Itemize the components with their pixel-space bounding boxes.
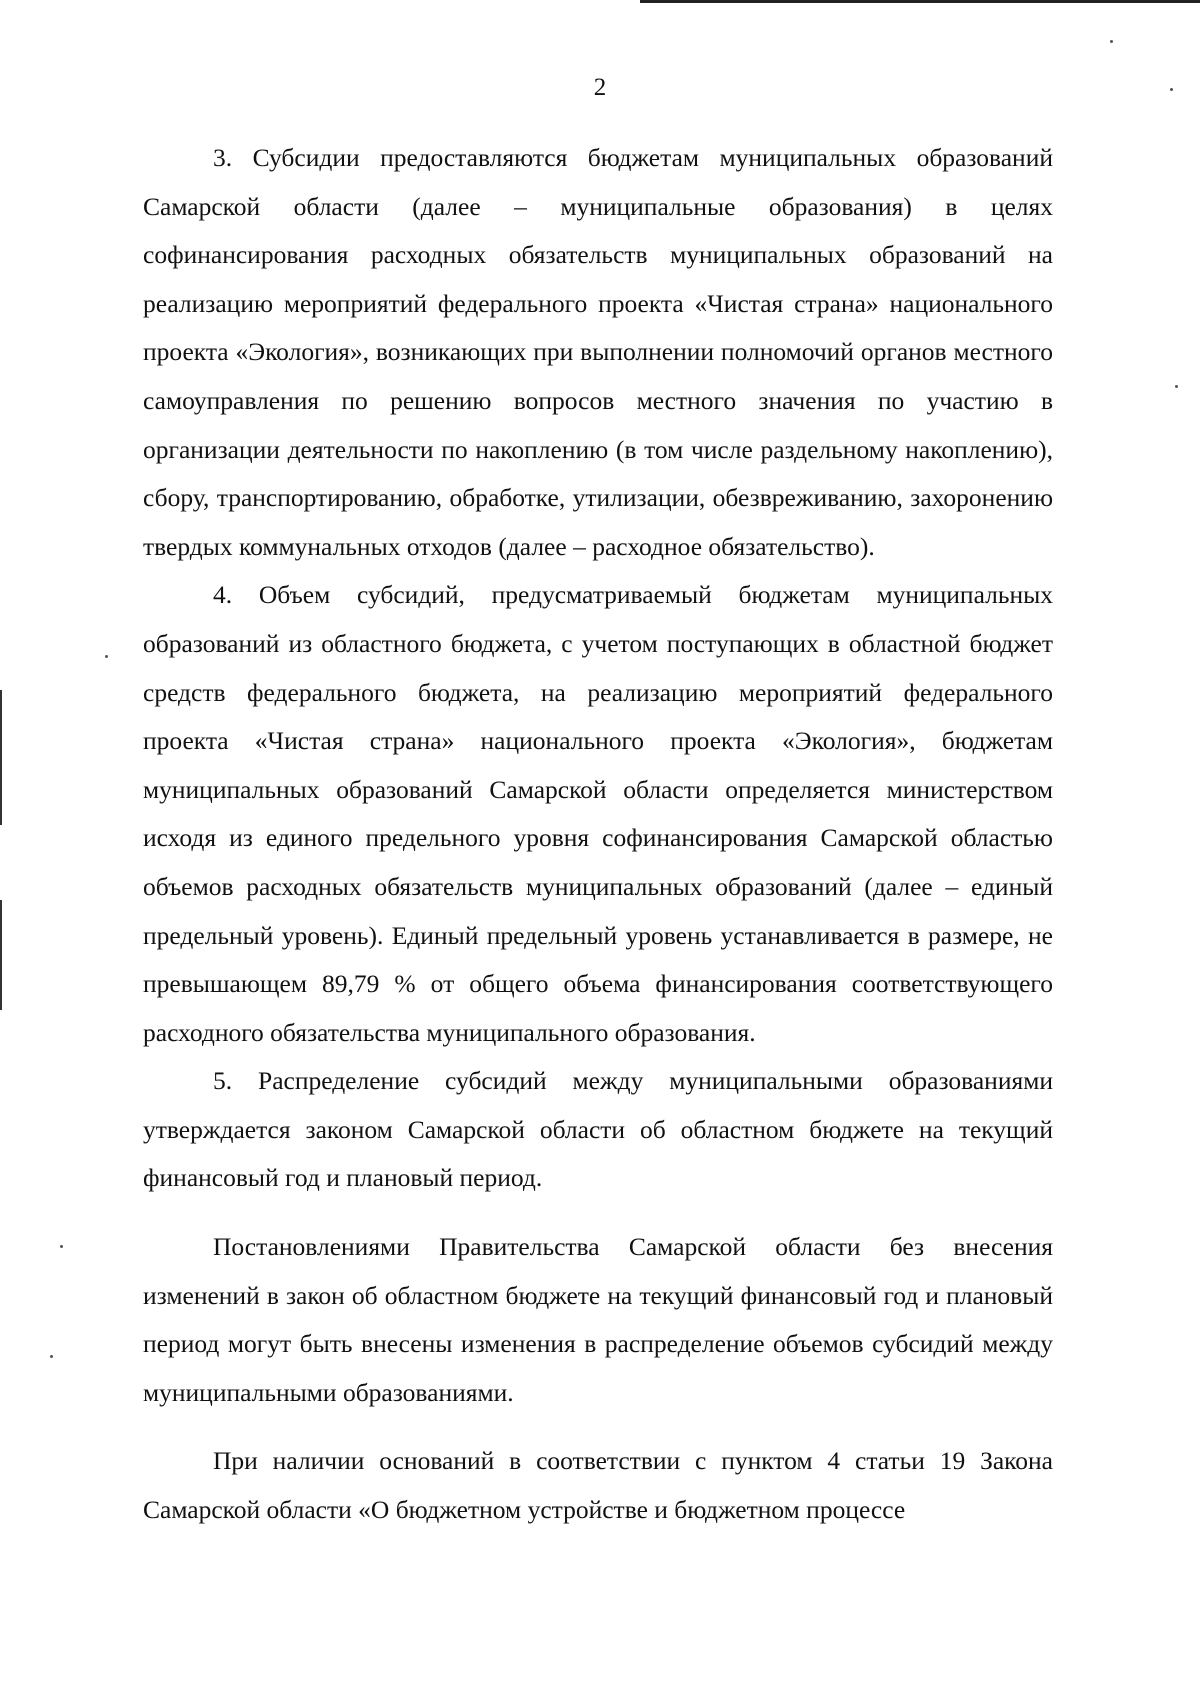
scan-speck — [50, 1355, 53, 1358]
paragraph-item-4: 4. Объем субсидий, предусматриваемый бюджетам муниципальных образований из областного бюджета, с учетом поступающих в областной бюджет средств федерального бюджета, на реализацию мероприятий федерального проекта «Чистая страна» национального проекта «Экология», бюджетам муниципальных образований Самарской области определяется министерством исходя из единого предельного уровня софинансирования Самарской областью объемов расходных обязательств муниципальных образований (далее – единый предельный уровень). Единый предельный уровень устанавливается в размере, не превышающем 89,79 % от общего объема финансирования соответствующего расходного обязательства муниципального образования. — [143, 580, 1053, 1047]
document-body — [143, 134, 1053, 1535]
paragraph-item-3: 3. Субсидии предоставляются бюджетам муниципальных образований Самарской области (далее – муниципальные образования) в целях софинансирования расходных обязательств муниципальных образований на реализацию мероприятий федерального проекта «Чистая страна» национального проекта «Экология», возникающих при выполнении полномочий органов местного самоуправления по решению вопросов местного значения по участию в организации деятельности по накоплению (в том числе раздельному накоплению), сбору, транспортированию, обработке, утилизации, обезвреживанию, захоронению твердых коммунальных отходов (далее – расходное обязательство). — [143, 143, 1053, 561]
paragraph-item-5: 5. Распределение субсидий между муниципальными образованиями утверждается законом Самарской области об областном бюджете на текущий финансовый год и плановый период. — [143, 1066, 1053, 1193]
paragraph-government-decrees: Постановлениями Правительства Самарской области без внесения изменений в закон об областном бюджете на текущий финансовый год и плановый период могут быть внесены изменения в распределение объемов субсидий между муниципальными образованиями. — [143, 1232, 1053, 1407]
paragraph-grounds: При наличии оснований в соответствии с пунктом 4 статьи 19 Закона Самарской области «О бюджетном устройстве и бюджетном процессе — [143, 1446, 1053, 1525]
scan-left-edge-mark — [0, 900, 2, 1010]
scan-speck — [60, 1245, 63, 1248]
scan-speck — [105, 655, 108, 658]
scan-top-rule — [640, 0, 1200, 3]
scan-left-edge-mark — [0, 690, 2, 825]
scan-speck — [1175, 385, 1178, 388]
page-number: 2 — [593, 74, 607, 101]
scan-speck — [1110, 40, 1113, 43]
